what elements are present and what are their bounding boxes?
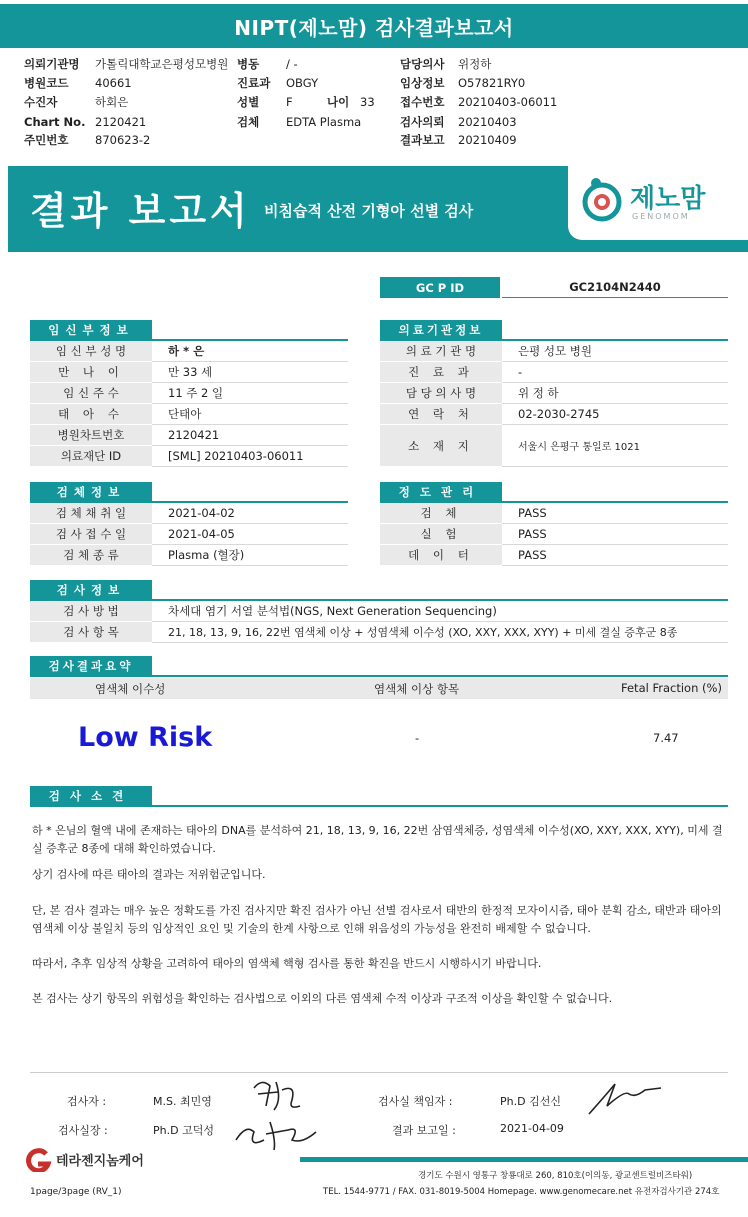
section-divider bbox=[30, 675, 728, 677]
field-value: 단태아 bbox=[152, 404, 348, 425]
header-value: 20210409 bbox=[458, 133, 517, 147]
signature-divider bbox=[30, 1072, 728, 1073]
findings-paragraph: 따라서, 추후 임상적 상황을 고려하여 태아의 염색체 핵형 검사를 통한 확진을 반드시 시행하시기 바랍니다. bbox=[32, 957, 542, 970]
summary-header: 검사결과요약 bbox=[30, 656, 152, 676]
header-key: 나이 bbox=[327, 95, 350, 109]
field-label: 검 체 bbox=[380, 503, 502, 524]
field-label: 진 료 과 bbox=[380, 362, 502, 383]
findings-paragraph: 하 * 은님의 혈액 내에 존재하는 태아의 DNA를 분석하여 21, 18, 13, 9, 16, 22번 삼염색체증, 성염색체 이수성(XO, XXY, XXX, XYY), 미세 결실 증후군 8종에 대해 확인하였습니다. bbox=[32, 824, 723, 855]
findings-paragraph: 본 검사는 상기 항목의 위험성을 확인하는 검사법으로 이외의 다른 염색체 수적 이상과 구조적 이상을 확인할 수 없습니다. bbox=[32, 992, 613, 1005]
field-value: 2021-04-02 bbox=[152, 503, 348, 524]
field-value: 2021-04-05 bbox=[152, 524, 348, 545]
head-label: 검사실장 : bbox=[58, 1124, 108, 1137]
col-fetal-fraction: Fetal Fraction (%) bbox=[621, 681, 722, 695]
gcp-id-value: GC2104N2440 bbox=[502, 277, 728, 298]
report-date: 2021-04-09 bbox=[500, 1122, 564, 1135]
field-label: 검 체 종 류 bbox=[30, 545, 152, 566]
header-key: 수진자 bbox=[24, 95, 58, 109]
header-value: O57821RY0 bbox=[458, 76, 526, 90]
field-label: 의 료 기 관 명 bbox=[380, 341, 502, 362]
header-key: 진료과 bbox=[237, 76, 271, 90]
footer-contact: TEL. 1544-9771 / FAX. 031-8019-5004 Homepage. www.genomecare.net 유전자검사기관 274호 bbox=[323, 1187, 720, 1197]
field-label: 임 신 주 수 bbox=[30, 383, 152, 404]
head-signature bbox=[230, 1110, 320, 1154]
header-value: 위정하 bbox=[458, 57, 492, 71]
field-value: 은평 성모 병원 bbox=[502, 341, 728, 362]
test-info-header: 검사정보 bbox=[30, 580, 152, 600]
field-label: 의료재단 ID bbox=[30, 446, 152, 467]
section-divider bbox=[30, 805, 728, 807]
header-value: 가톨릭대학교은평성모병원 bbox=[95, 57, 229, 71]
pregnant-info-header: 임신부정보 bbox=[30, 320, 152, 340]
header-key: 병동 bbox=[237, 57, 260, 71]
header-value: EDTA Plasma bbox=[286, 115, 362, 129]
field-label: 검 사 항 목 bbox=[30, 622, 152, 643]
gcp-id-label: GC P ID bbox=[380, 277, 500, 298]
field-value: 하 * 은 bbox=[152, 341, 348, 362]
field-value: PASS bbox=[502, 524, 728, 545]
field-value: 21, 18, 13, 9, 16, 22번 염색체 이상 + 성염색체 이수성 (XO, XXY, XXX, XYY) + 미세 결실 증후군 8종 bbox=[152, 622, 728, 643]
field-label: 소 재 지 bbox=[380, 425, 502, 467]
header-key: 임상정보 bbox=[400, 76, 445, 90]
abnormal-items-value: - bbox=[415, 731, 420, 745]
report-banner bbox=[8, 166, 748, 252]
header-key: Chart No. bbox=[24, 115, 86, 129]
field-value: PASS bbox=[502, 503, 728, 524]
col-abnormal-items: 염색체 이상 항목 bbox=[374, 682, 460, 696]
report-title-bar bbox=[0, 4, 748, 48]
header-key: 접수번호 bbox=[400, 95, 445, 109]
header-value: 하회은 bbox=[95, 95, 129, 109]
header-value: 20210403-06011 bbox=[458, 95, 558, 109]
header-value: F bbox=[286, 95, 293, 109]
field-label: 실 험 bbox=[380, 524, 502, 545]
fetal-fraction-value: 7.47 bbox=[653, 731, 679, 745]
col-aneuploidy: 염색체 이수성 bbox=[95, 682, 166, 696]
chief-signature bbox=[585, 1076, 665, 1118]
header-key: 주민번호 bbox=[24, 133, 69, 147]
header-value: 33 bbox=[360, 95, 375, 109]
header-value: OBGY bbox=[286, 76, 319, 90]
banner-subtitle: 비침습적 산전 기형아 선별 검사 bbox=[264, 202, 474, 220]
header-key: 담당의사 bbox=[400, 57, 445, 71]
header-key: 병원코드 bbox=[24, 76, 69, 90]
theragen-logo-icon bbox=[24, 1148, 54, 1172]
findings-paragraph: 상기 검사에 따른 태아의 결과는 저위험군입니다. bbox=[32, 868, 266, 881]
field-label: 검 사 방 법 bbox=[30, 601, 152, 622]
field-label: 검 사 접 수 일 bbox=[30, 524, 152, 545]
header-key: 검사의뢰 bbox=[400, 115, 445, 129]
footer-bar bbox=[300, 1157, 748, 1162]
field-value: [SML] 20210403-06011 bbox=[152, 446, 348, 467]
field-label: 태 아 수 bbox=[30, 404, 152, 425]
field-value: 11 주 2 일 bbox=[152, 383, 348, 404]
field-value: 위 정 하 bbox=[502, 383, 728, 404]
field-value: 02-2030-2745 bbox=[502, 404, 728, 425]
genomom-logo bbox=[568, 166, 748, 240]
field-label: 병원차트번호 bbox=[30, 425, 152, 446]
field-value: 서울시 은평구 통일로 1021 bbox=[502, 425, 728, 467]
header-value: / - bbox=[286, 57, 298, 71]
company-name: 테라젠지놈케어 bbox=[56, 1154, 144, 1169]
findings-header: 검사소견 bbox=[30, 786, 152, 806]
page-number: 1page/3page (RV_1) bbox=[30, 1187, 122, 1197]
footer-address: 경기도 수원시 영통구 창룡대로 260, 810호(이의동, 광교센트럴비즈타워) bbox=[418, 1171, 693, 1181]
qc-header: 정도관리 bbox=[380, 482, 502, 502]
field-value: 2120421 bbox=[152, 425, 348, 446]
field-label: 데 이 터 bbox=[380, 545, 502, 566]
field-label: 연 락 처 bbox=[380, 404, 502, 425]
header-key: 결과보고 bbox=[400, 133, 445, 147]
result-risk: Low Risk bbox=[78, 722, 213, 753]
banner-title: 결과 보고서 bbox=[30, 189, 251, 233]
field-value: Plasma (혈장) bbox=[152, 545, 348, 566]
chief-name: Ph.D 김선신 bbox=[500, 1095, 561, 1108]
header-value: 870623-2 bbox=[95, 133, 151, 147]
header-value: 40661 bbox=[95, 76, 132, 90]
field-label: 만 나 이 bbox=[30, 362, 152, 383]
header-value: 20210403 bbox=[458, 115, 517, 129]
head-name: Ph.D 고덕성 bbox=[153, 1124, 214, 1137]
tester-label: 검사자 : bbox=[67, 1095, 107, 1108]
specimen-info-header: 검체정보 bbox=[30, 482, 152, 502]
report-title: NIPT(제노맘) 검사결과보고서 bbox=[234, 15, 514, 40]
report-date-label: 결과 보고일 : bbox=[392, 1124, 456, 1137]
field-value: 만 33 세 bbox=[152, 362, 348, 383]
logo-eng: GENOMOM bbox=[632, 212, 690, 221]
field-value: PASS bbox=[502, 545, 728, 566]
findings-paragraph: 단, 본 검사 결과는 매우 높은 정확도를 가진 검사지만 확진 검사가 아닌 선별 검사로서 태반의 한정적 모자이시즘, 태아 분획 감소, 태반과 태아의 염색체 이상 불일치 등의 임상적인 요인 및 기술의 한계 사항으로 인해 위음성의 가능성을 완전히 배제할 수 없습니다. bbox=[32, 904, 722, 935]
logo-name: 제노맘 bbox=[630, 184, 706, 214]
genomom-logo-icon bbox=[582, 176, 622, 224]
field-label: 담 당 의 사 명 bbox=[380, 383, 502, 404]
field-value: - bbox=[502, 362, 728, 383]
field-label: 임 신 부 성 명 bbox=[30, 341, 152, 362]
field-value: 차세대 염기 서열 분석법(NGS, Next Generation Sequencing) bbox=[152, 601, 728, 622]
hospital-info-header: 의료기관정보 bbox=[380, 320, 502, 340]
header-key: 성별 bbox=[237, 95, 260, 109]
header-key: 검체 bbox=[237, 115, 260, 129]
chief-label: 검사실 책임자 : bbox=[378, 1095, 453, 1108]
field-label: 검 체 채 취 일 bbox=[30, 503, 152, 524]
header-value: 2120421 bbox=[95, 115, 147, 129]
tester-name: M.S. 최민영 bbox=[153, 1095, 212, 1108]
header-key: 의뢰기관명 bbox=[24, 57, 80, 71]
